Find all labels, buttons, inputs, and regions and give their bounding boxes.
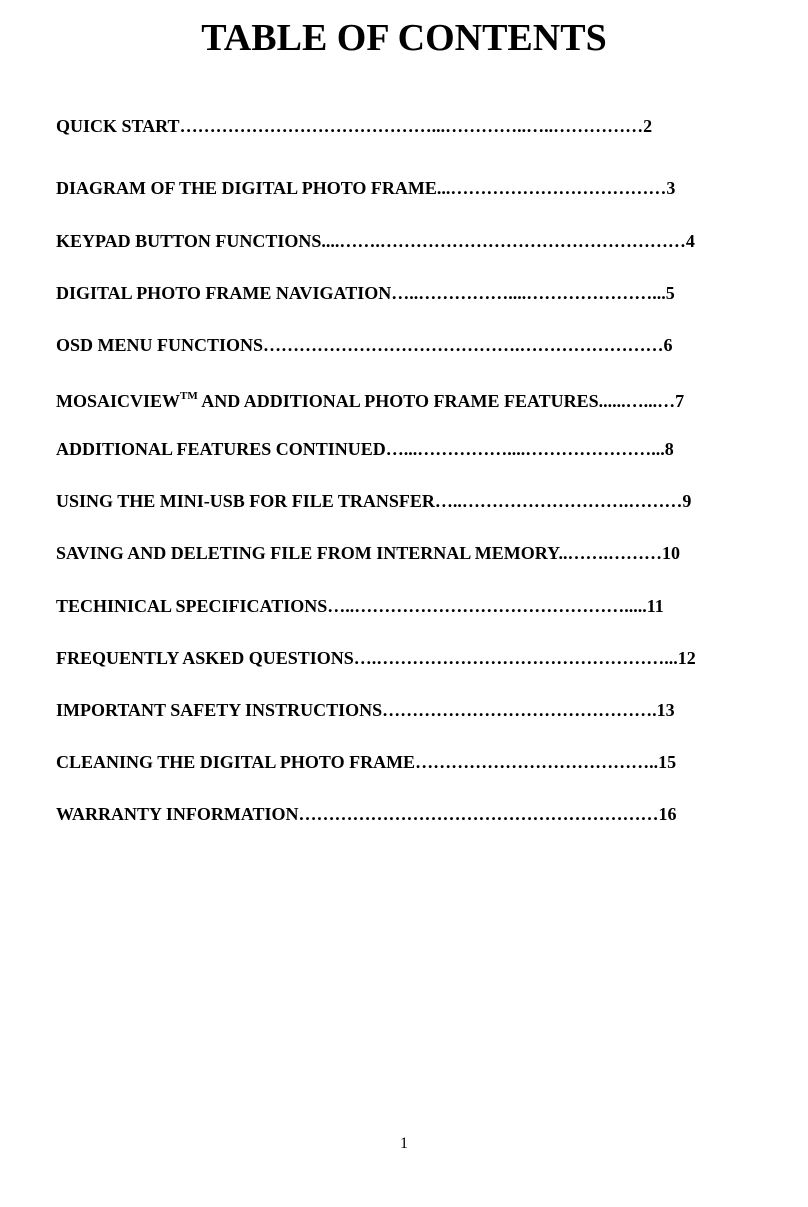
toc-entry-title: IMPORTANT SAFETY INSTRUCTIONS: [56, 700, 383, 720]
toc-dot-leader: ……………………………………….: [382, 700, 657, 720]
toc-entry-title: FREQUENTLY ASKED QUESTIONS: [56, 648, 354, 668]
toc-entry-title: USING THE MINI-USB FOR FILE TRANSFER: [56, 491, 435, 511]
toc-entry: [56, 176, 675, 200]
toc-entry-title-rest: AND ADDITIONAL PHOTO FRAME FEATURES: [197, 391, 599, 411]
toc-page-number: 12: [677, 648, 696, 668]
toc-entry: [56, 229, 695, 253]
toc-page-number: 10: [661, 543, 680, 563]
toc-page-number: 11: [646, 596, 664, 616]
toc-entry-title: CLEANING THE DIGITAL PHOTO FRAME: [56, 752, 416, 772]
page-footer-number: 1: [400, 1135, 408, 1152]
toc-page-number: 3: [666, 178, 676, 198]
toc-entry-title: TECHINICAL SPECIFICATIONS: [56, 596, 328, 616]
toc-dot-leader: ……………………………………………………: [298, 804, 659, 824]
toc-dot-leader: …...……………....…………………...: [385, 439, 665, 459]
toc-entry-title: QUICK START: [56, 116, 180, 136]
toc-entry: [56, 114, 652, 138]
toc-entry-title: [56, 391, 599, 411]
toc-dot-leader: …………………………………..: [415, 752, 659, 772]
toc-dot-leader: ……………………………………...…………..…..……………: [179, 116, 644, 136]
toc-entry-title: DIAGRAM OF THE DIGITAL PHOTO FRAME: [56, 178, 437, 198]
toc-entry-title: DIGITAL PHOTO FRAME NAVIGATION: [56, 283, 392, 303]
toc-entry: [56, 750, 676, 774]
toc-dot-leader: …..……………………………………….....: [327, 596, 647, 616]
toc-entry: [56, 281, 675, 305]
toc-entry-title: WARRANTY INFORMATION: [56, 804, 299, 824]
toc-dot-leader: …..……………………….………: [434, 491, 683, 511]
toc-entry-title: SAVING AND DELETING FILE FROM INTERNAL MEMORY: [56, 543, 559, 563]
toc-entry-title: OSD MENU FUNCTIONS: [56, 335, 264, 355]
toc-entry: [56, 802, 677, 826]
toc-dot-leader: …………………………………….……………………: [263, 335, 664, 355]
toc-page-number: 2: [643, 116, 653, 136]
toc-entry-title: ADDITIONAL FEATURES CONTINUED: [56, 439, 386, 459]
toc-entry: [56, 698, 675, 722]
toc-page-number: 15: [658, 752, 677, 772]
page-title: TABLE OF CONTENTS: [201, 17, 607, 59]
toc-page-number: 4: [685, 231, 695, 251]
toc-dot-leader: …..……………....…………………...: [391, 283, 666, 303]
toc-entry-title-main: MOSAICVIEW: [56, 391, 181, 411]
toc-dot-leader: ......…...…: [598, 391, 676, 411]
toc-entry: [56, 541, 680, 565]
toc-dot-leader: ….…………………………………………...: [353, 648, 678, 668]
toc-entry: [56, 333, 673, 357]
toc-page-number: 13: [656, 700, 675, 720]
toc-page-number: 6: [663, 335, 673, 355]
toc-page-number: 16: [658, 804, 677, 824]
toc-entry: [56, 437, 674, 461]
toc-entry: [56, 646, 696, 670]
toc-entry: [56, 594, 664, 618]
toc-dot-leader: ....…….……………………………………………: [321, 231, 686, 251]
toc-entry-title: KEYPAD BUTTON FUNCTIONS: [56, 231, 322, 251]
toc-entry: [56, 489, 691, 513]
toc-dot-leader: ...………………………………: [436, 178, 667, 198]
toc-dot-leader: ..…….………: [558, 543, 662, 563]
trademark-superscript: TM: [180, 390, 198, 402]
toc-page-number: 8: [664, 439, 674, 459]
toc-page-number: 9: [682, 491, 692, 511]
toc-page-number: 5: [665, 283, 675, 303]
toc-entry: [56, 385, 684, 409]
toc-page-number: 7: [675, 391, 685, 411]
